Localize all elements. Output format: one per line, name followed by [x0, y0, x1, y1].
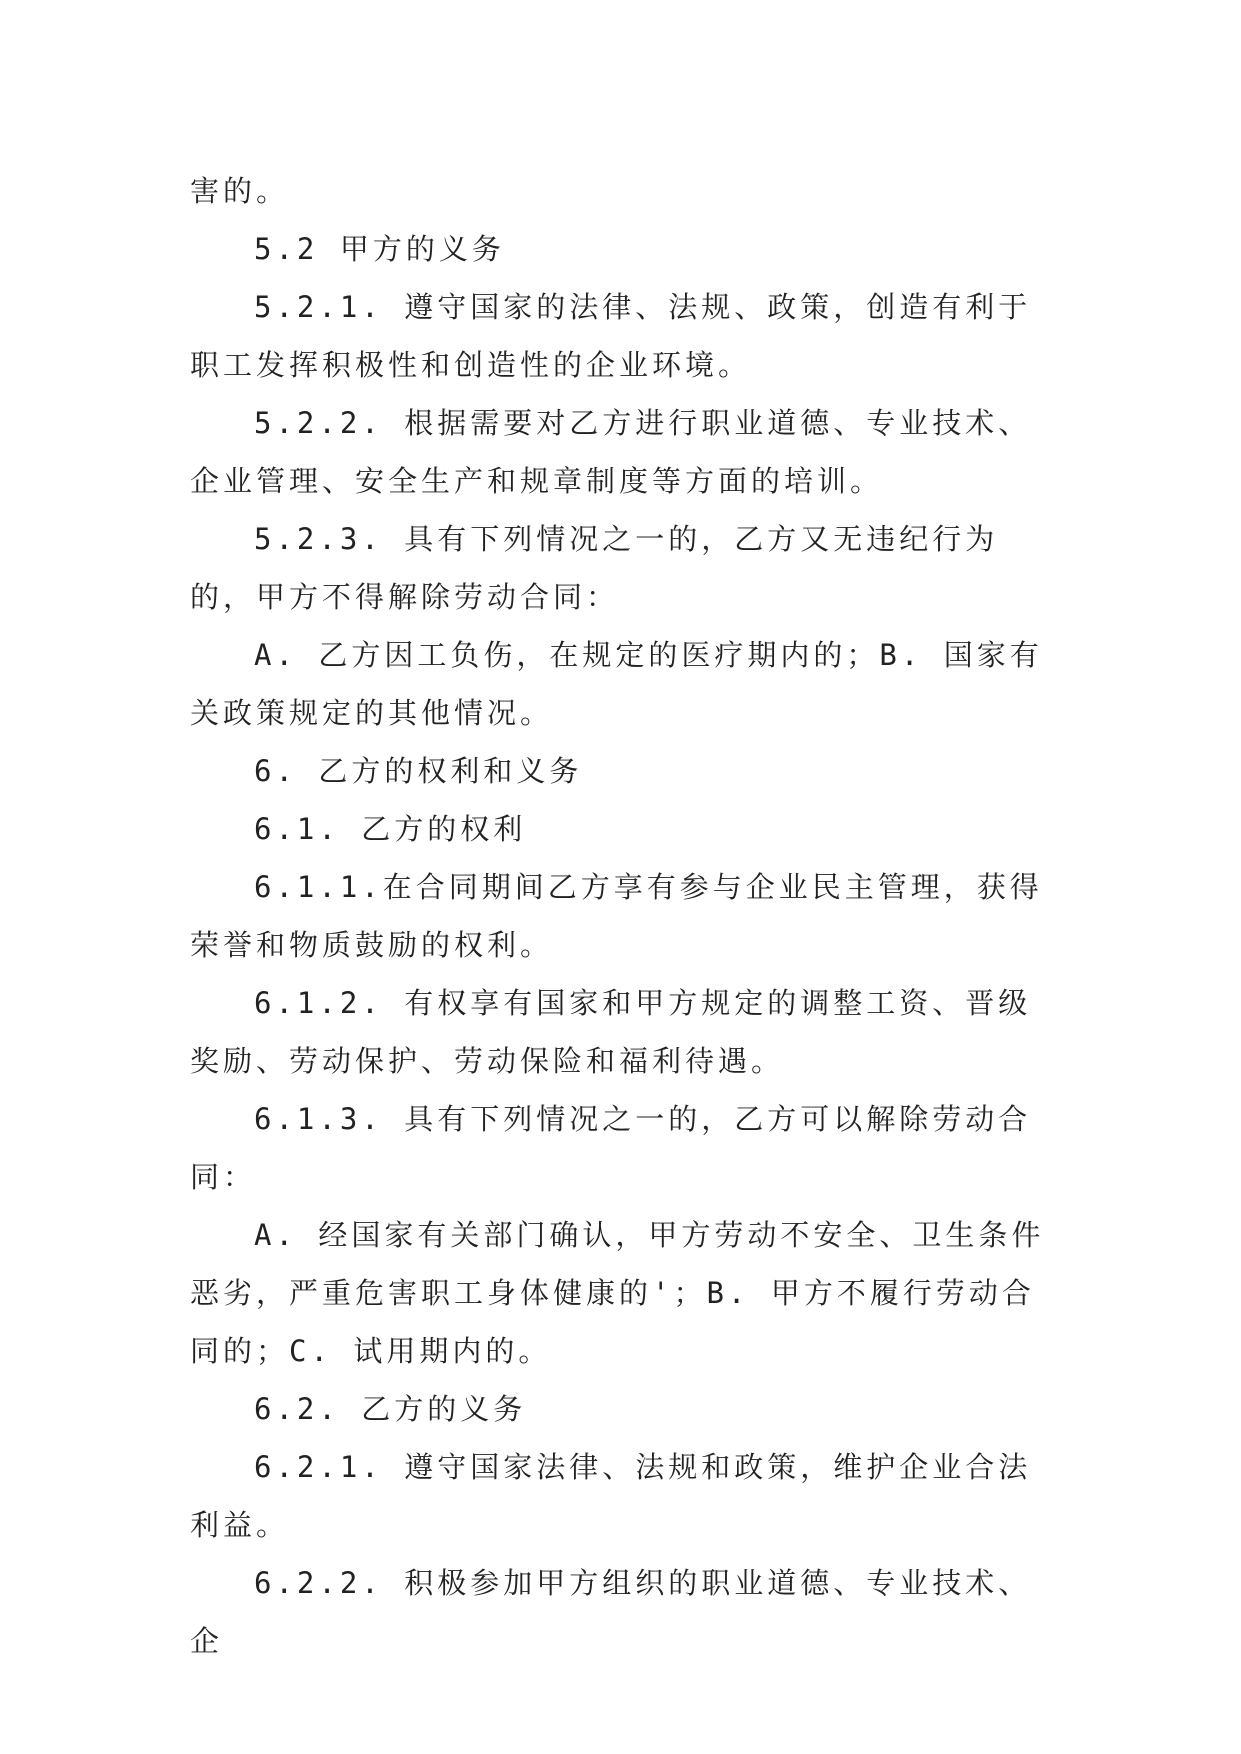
paragraph: A. 乙方因工负伤，在规定的医疗期内的；B. 国家有关政策规定的其他情况。: [190, 638, 1043, 730]
paragraph: 6.2.1. 遵守国家法律、法规和政策，维护企业合法利益。: [190, 1450, 1032, 1542]
paragraph: A. 经国家有关部门确认，甲方劳动不安全、卫生条件恶劣，严重危害职工身体健康的'；B. 甲方不履行劳动合同的；C. 试用期内的。: [190, 1218, 1045, 1368]
paragraph: 5.2.1. 遵守国家的法律、法规、政策，创造有利于职工发挥积极性和创造性的企业环境。: [190, 290, 1032, 382]
paragraph: 6.1.3. 具有下列情况之一的，乙方可以解除劳动合同：: [190, 1102, 1032, 1194]
document-page: [190, 162, 1050, 1670]
paragraph: 6.2.2. 积极参加甲方组织的职业道德、专业技术、企: [190, 1566, 1032, 1658]
section-heading: 5.2 甲方的义务: [254, 232, 505, 266]
paragraph: 6.1.2. 有权享有国家和甲方规定的调整工资、晋级奖励、劳动保护、劳动保险和福利待遇。: [190, 986, 1032, 1078]
paragraph: 害的。: [190, 174, 290, 208]
section-heading: 6.2. 乙方的义务: [254, 1392, 527, 1426]
section-heading: 6. 乙方的权利和义务: [254, 754, 583, 788]
paragraph: 6.1.1.在合同期间乙方享有参与企业民主管理，获得荣誉和物质鼓励的权利。: [190, 870, 1043, 962]
section-heading: 6.1. 乙方的权利: [254, 812, 527, 846]
paragraph: 5.2.3. 具有下列情况之一的，乙方又无违纪行为的，甲方不得解除劳动合同：: [190, 522, 999, 614]
paragraph: 5.2.2. 根据需要对乙方进行职业道德、专业技术、企业管理、安全生产和规章制度等方面的培训。: [190, 406, 1032, 498]
